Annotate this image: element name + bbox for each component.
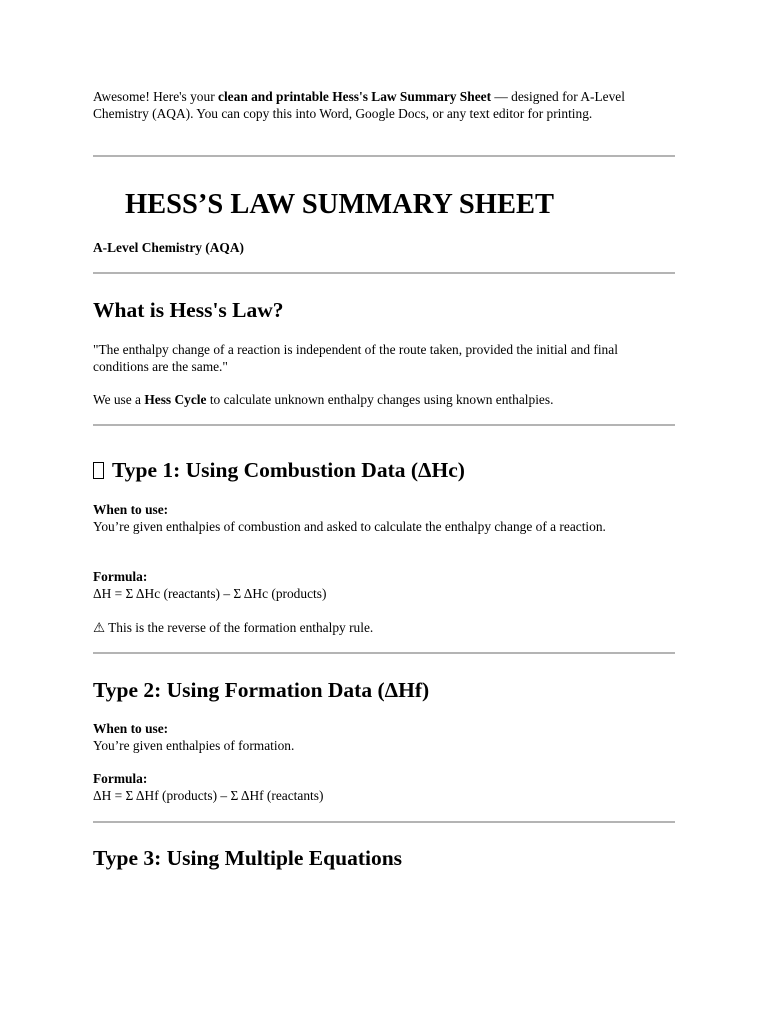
type1-formula-text: ΔH = Σ ΔHc (reactants) – Σ ΔHc (products): [93, 586, 327, 601]
page-subtitle: A-Level Chemistry (AQA): [93, 240, 244, 255]
type1-formula: [93, 568, 675, 602]
type1-warning: [93, 619, 675, 636]
page-title: HESS’S LAW SUMMARY SHEET: [125, 189, 554, 220]
type1-warning-text: This is the reverse of the formation enthalpy rule.: [105, 620, 374, 635]
divider-1: [93, 155, 675, 157]
type1-when-label: When to use:: [93, 502, 169, 517]
type2-formula-text: ΔH = Σ ΔHf (products) – Σ ΔHf (reactants): [93, 788, 324, 803]
missing-glyph-icon: [93, 462, 104, 479]
type2-heading: Type 2: Using Formation Data (ΔHf): [93, 678, 430, 702]
type1-heading-text: Type 1: Using Combustion Data (ΔHc): [112, 458, 465, 482]
type1-when-text: You’re given enthalpies of combustion and asked to calculate the enthalpy change of a reaction.: [93, 519, 606, 534]
type1-heading: [93, 457, 465, 484]
hess-cycle-text-start: We use a: [93, 392, 145, 407]
type2-when: [93, 720, 675, 754]
divider-3: [93, 424, 675, 426]
hess-cycle-bold: Hess Cycle: [144, 392, 207, 407]
type2-when-text: You’re given enthalpies of formation.: [93, 738, 295, 753]
definition-quote: "The enthalpy change of a reaction is independent of the route taken, provided the initial and final conditions are the same.": [93, 342, 618, 374]
hess-cycle-text-end: to calculate unknown enthalpy changes using known enthalpies.: [206, 392, 554, 407]
type2-formula: [93, 770, 675, 804]
warning-icon: ⚠: [93, 620, 106, 635]
type3-heading: Type 3: Using Multiple Equations: [93, 846, 403, 870]
type1-formula-label: Formula:: [93, 569, 148, 584]
type1-when: [93, 501, 675, 535]
divider-2: [93, 272, 675, 274]
intro-bold-text: clean and printable Hess's Law Summary Sheet: [218, 89, 492, 104]
intro-text-end: — designed for A-Level Chemistry (AQA). You can copy this into Word, Google Docs, or any text editor for printing.: [93, 89, 625, 121]
hess-cycle-paragraph: [93, 391, 675, 408]
type2-when-label: When to use:: [93, 721, 169, 736]
divider-5: [93, 821, 675, 823]
type2-formula-label: Formula:: [93, 771, 148, 786]
divider-4: [93, 652, 675, 654]
intro-paragraph: [93, 88, 675, 122]
intro-text-start: Awesome! Here's your: [93, 89, 219, 104]
what-is-heading: What is Hess's Law?: [93, 298, 284, 322]
